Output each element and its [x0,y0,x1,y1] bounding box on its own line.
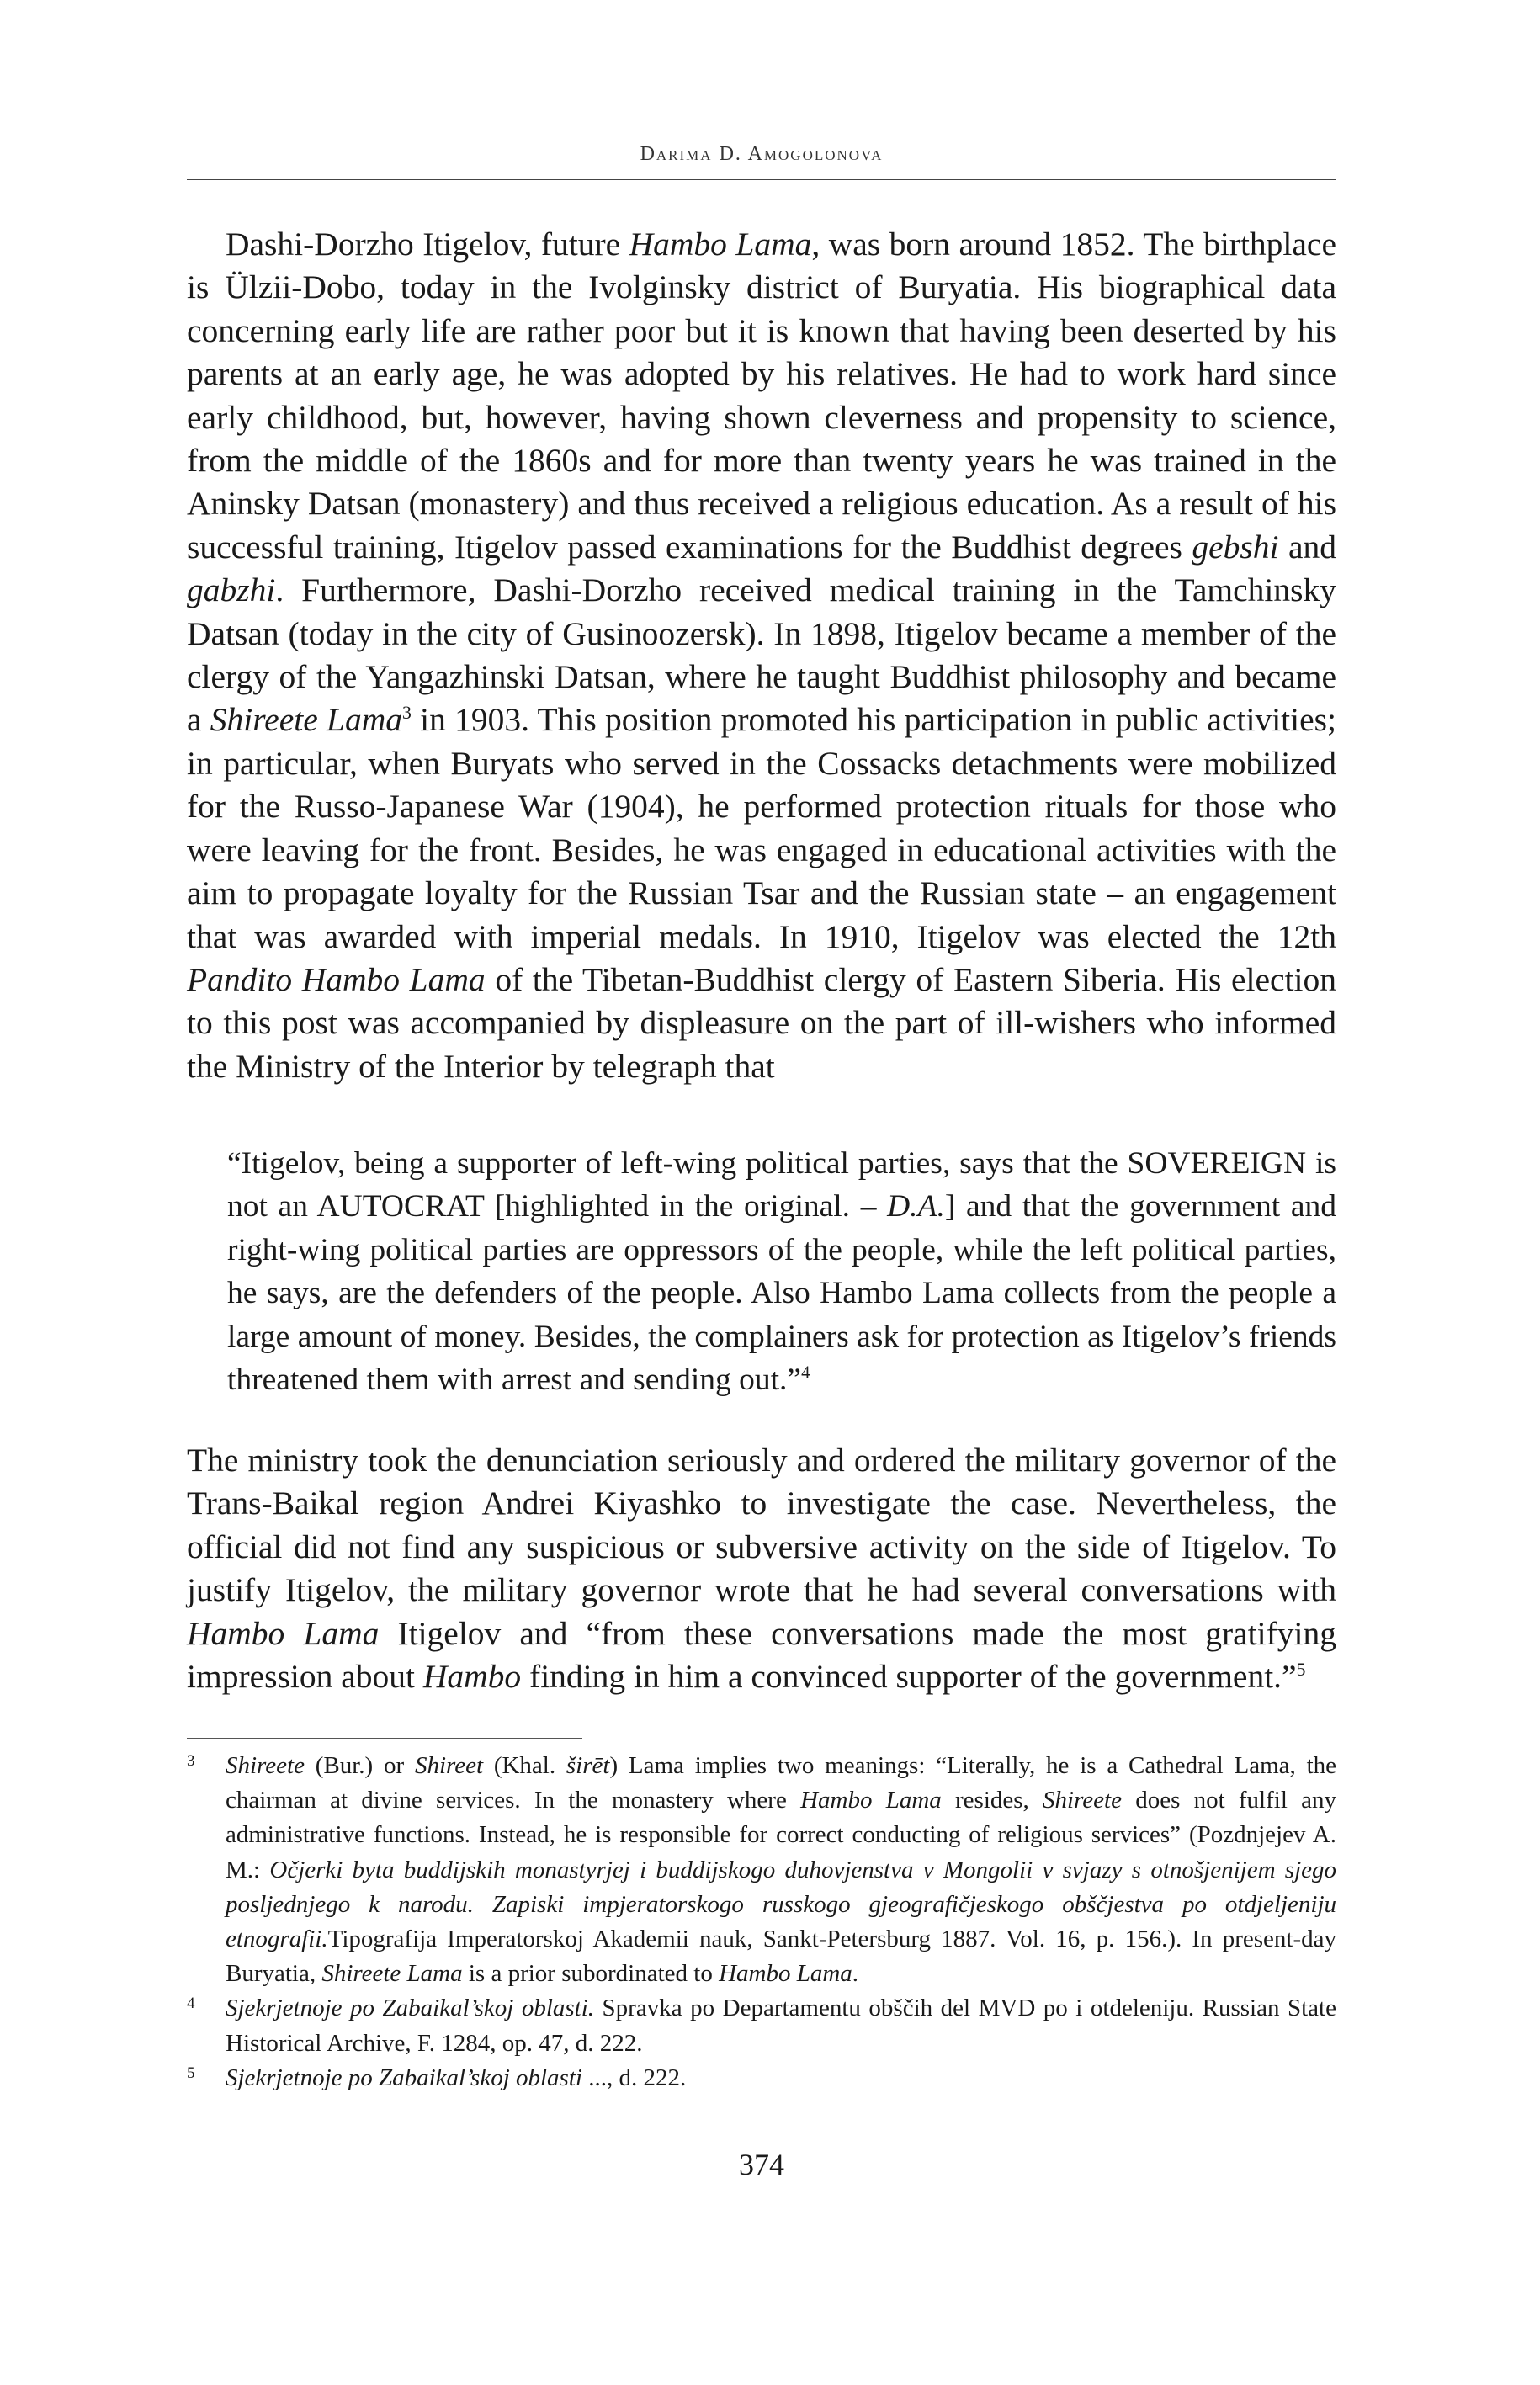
text-run: ..., d. 222. [581,2064,687,2091]
footnote-ref-4[interactable]: 4 [801,1363,810,1383]
footnote-number: 5 [187,2064,195,2082]
footnote-5 [187,2061,1336,2096]
paragraph-1 [187,223,1336,1088]
italic-term: Sjekrjetnoje po Zabaikal’skoj oblasti [226,2064,582,2091]
italic-term: Očjerki byta buddijskih monastyrjej i buddijskogo duhovjenstva v Mongolii v svjazy s otnošjenijem sjego posljednjego k narodu. Zapiski impjeratorskogo russkogo gjeografičjeskogo obščjestva po otdjeljeniju etnografii. [226,1856,1337,1953]
text-run: Dashi-Dorzho Itigelov, future [226,226,629,263]
text-run: does not fulfil any administrative functions. Instead, he is responsible for correct conducting of religious services” (Pozdnjejev A. M.: [226,1787,1336,1883]
italic-term: Hambo Lama [629,226,812,263]
italic-term: Shireet [414,1752,484,1779]
footnote-ref-3[interactable]: 3 [402,703,412,724]
text-run: Tipografija Imperatorskoj Akademii nauk, Sankt-Petersburg 1887. Vol. 16, p. 156.). In present-day Buryatia, [226,1926,1336,1988]
footnote-text [226,2061,1336,2096]
footnote-number: 3 [187,1752,195,1770]
italic-term: Shireete Lama [210,701,403,739]
running-head: Darima D. Amogolonova [640,143,884,165]
text-run: , was born around 1852. The birthplace is Ülzii-Dobo, today in the Ivolginsky district of Buryatia. His biographical data concerning early life are rather poor but it is known that having been deserted by his parents at an early age, he was adopted by his relatives. He had to work hard since early childhood, but, however, having shown cleverness and propensity to science, from the middle of the 1860s and for more than twenty years he was trained in the Aninsky Datsan (monastery) and thus received a religious education. As a result of his successful training, Itigelov passed examinations for the Buddhist degrees [187,226,1336,566]
footnote-text [226,1991,1336,2060]
italic-term: gebshi [1192,528,1279,566]
footnote-rule [187,1738,582,1739]
footnote-3 [187,1749,1336,1991]
italic-term: Hambo [422,1658,522,1696]
footnote-text [226,1749,1336,1991]
text-run: is a prior subordinated to [462,1960,720,1988]
text-run: Spravka po Departamentu obščih del MVD po i otdeleniju. Russian State Historical Archive, F. 1284, op. 47, d. 222. [226,1995,1336,2057]
block-quote [227,1142,1336,1401]
footnote-4 [187,1991,1336,2060]
italic-term: Pandito Hambo Lama [187,960,486,998]
footnotes [187,1749,1336,2096]
footnote-number: 4 [187,1995,195,2013]
text-run: “Itigelov, being a supporter of left-wing political parties, says that the SOVEREIGN is not an AUTOCRAT [highlighted in the original. – [227,1146,1336,1224]
paragraph-2 [187,1439,1336,1698]
italic-term: Shireete [1043,1787,1122,1814]
text-run: (Bur.) or [304,1752,415,1779]
italic-term: D.A. [887,1189,945,1224]
text-run: Itigelov and “from these conversations made the most gratifying impression about [187,1614,1336,1696]
italic-term: Shireete Lama [321,1960,463,1988]
main-text [187,223,1336,1088]
text-run: finding in him a convinced supporter of the government.” [521,1658,1297,1696]
quote-paragraph [227,1142,1336,1401]
italic-term: Sjekrjetnoje po Zabaikal’skoj oblasti. [226,1995,595,2022]
footnote-ref-5[interactable]: 5 [1296,1659,1306,1680]
page-number: 374 [739,2148,784,2181]
text-run: . [852,1960,859,1988]
italic-term: Hambo Lama [719,1960,852,1988]
text-run: The ministry took the denunciation seriously and ordered the military governor of the Trans-Baikal region Andrei Kiyashko to investigate the case. Nevertheless, the official did not find any suspicious or subversive activity on the side of Itigelov. To justify Itigelov, the military governor wrote that he had several conversations with [187,1442,1336,1609]
header-rule [187,179,1336,180]
text-run: of the Tibetan-Buddhist clergy of Eastern Siberia. His election to this post was accompanied by displeasure on the part of ill-wishers who informed the Ministry of the Interior by telegraph that [187,960,1336,1085]
italic-term: Shireete [226,1752,305,1779]
text-run: (Khal. [483,1752,566,1779]
italic-term: gabzhi [187,571,276,609]
italic-term: Hambo Lama [187,1614,380,1652]
text-run: ] and that the government and right-wing political parties are oppressors of the people, while the left political parties, he says, are the defenders of the people. Also Hambo Lama collects from the people a large amount of money. Besides, the complainers ask for protection as Itigelov’s friends threatened them with arrest and sending out.” [227,1189,1336,1398]
text-run: resides, [941,1787,1043,1814]
main-text-continued [187,1439,1336,1698]
text-run: and [1278,528,1336,566]
text-run: . Furthermore, Dashi-Dorzho received medical training in the Tamchinsky Datsan (today in the city of Gusinoozersk). In 1898, Itigelov became a member of the clergy of the Yangazhinski Datsan, where he taught Buddhist philosophy and became a [187,571,1336,739]
text-run: ) Lama implies two meanings: “Literally, he is a Cathedral Lama, the chairman at divine services. In the monastery where [226,1752,1336,1814]
italic-term: Hambo Lama [800,1787,942,1814]
text-run: in 1903. This position promoted his participation in public activities; in particular, when Buryats who served in the Cossacks detachments were mobilized for the Russo-Japanese War (1904), he performed protection rituals for those who were leaving for the front. Besides, he was engaged in educational activities with the aim to propagate loyalty for the Russian Tsar and the Russian state – an engagement that was awarded with imperial medals. In 1910, Itigelov was elected the 12th [187,701,1336,955]
italic-term: širēt [566,1752,610,1779]
